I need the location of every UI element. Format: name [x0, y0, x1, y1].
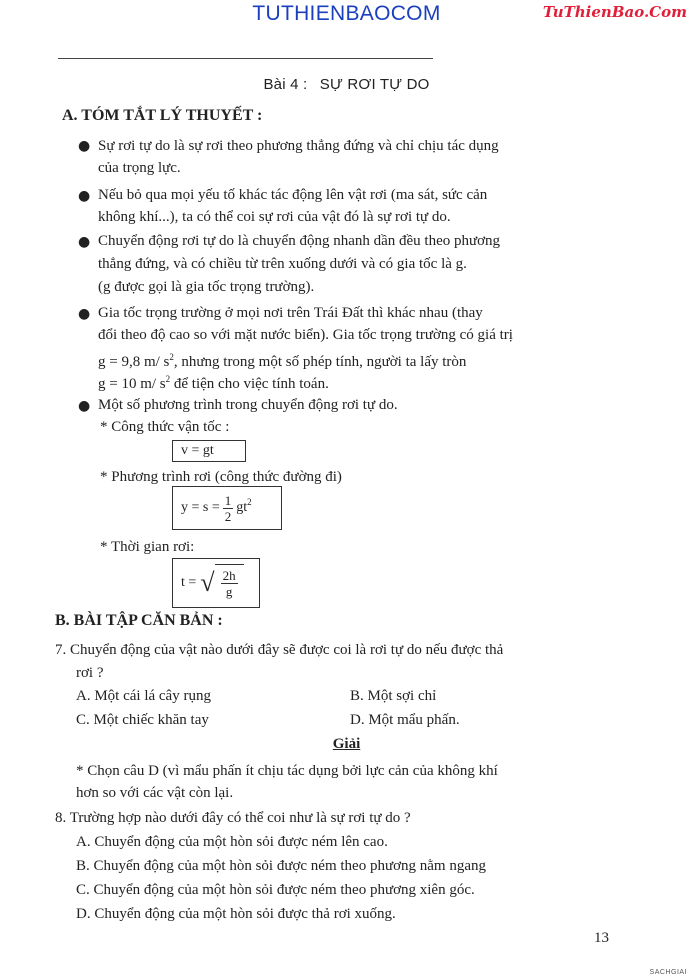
- answer-option: A. Chuyển động của một hòn sỏi được ném lên cao.: [76, 834, 388, 850]
- page-number: 13: [594, 930, 609, 946]
- theory-line: đổi theo độ cao so với mặt nước biển). Gia tốc trọng trường có giá trị: [98, 327, 513, 343]
- question-line: rơi ?: [76, 665, 104, 681]
- solution-line: * Chọn câu D (vì mẩu phấn ít chịu tác dụng bởi lực cản của không khí: [76, 763, 498, 779]
- theory-line: của trọng lực.: [98, 160, 181, 176]
- section-b-heading: B. BÀI TẬP CĂN BẢN :: [55, 612, 223, 629]
- sqrt-icon: √: [200, 568, 215, 597]
- question-7: [55, 639, 503, 662]
- velocity-formula-box: v = gt: [172, 440, 246, 462]
- lesson-name: SỰ RƠI TỰ DO: [319, 76, 430, 93]
- theory-line: g = 9,8 m/ $s^2$, nhưng trong một số phép tính, người ta lấy tròn: [98, 352, 467, 370]
- bullet-icon: ●: [78, 398, 91, 414]
- formula-label: * Thời gian rơi:: [100, 539, 195, 555]
- bullet-icon: ●: [78, 188, 91, 204]
- site-logo: TuThienBao.Com: [542, 3, 687, 21]
- distance-formula-box: y = s = $\frac{1}{2}$ gt $^2$: [172, 486, 282, 530]
- theory-line: thẳng đứng, và có chiều từ trên xuống dưới và có gia tốc là g.: [98, 256, 467, 272]
- header-divider: [58, 58, 433, 59]
- formula-label: * Phương trình rơi (công thức đường đi): [100, 469, 342, 485]
- bullet-icon: ●: [78, 138, 91, 154]
- answer-option: C. Chuyển động của một hòn sỏi được ném theo phương xiên góc.: [76, 882, 475, 898]
- theory-line: Chuyển động rơi tự do là chuyển động nhanh dần đều theo phương: [98, 233, 501, 249]
- site-title: TUTHIENBAOCOM: [252, 2, 441, 25]
- theory-line: không khí...), ta có thể coi sự rơi của vật đó là sự rơi tự do.: [98, 209, 451, 225]
- time-formula-box: t = √ $\frac{2h}{g}$: [172, 558, 260, 608]
- theory-line: Một số phương trình trong chuyển động rơi tự do.: [98, 397, 398, 413]
- section-a-heading: A. TÓM TẮT LÝ THUYẾT :: [62, 107, 263, 124]
- answer-option: C. Một chiếc khăn tay: [76, 712, 209, 728]
- answer-option: D. Chuyển động của một hòn sỏi được thả rơi xuống.: [76, 906, 396, 922]
- lesson-title: [0, 76, 693, 93]
- answer-option: B. Chuyển động của một hòn sỏi được ném theo phương nằm ngang: [76, 858, 486, 874]
- formula-label: * Công thức vận tốc :: [100, 419, 230, 435]
- lesson-label: Bài 4 :: [263, 76, 308, 93]
- bullet-icon: ●: [78, 234, 91, 250]
- solution-heading: Giải: [332, 736, 361, 752]
- footer-logo: SACHGIAI: [649, 969, 687, 976]
- question-8: 8. Trường hợp nào dưới đây có thể coi như là sự rơi tự do ?: [55, 810, 411, 826]
- theory-line: Sự rơi tự do là sự rơi theo phương thẳng đứng và chỉ chịu tác dụng: [98, 138, 499, 154]
- bullet-icon: ●: [78, 306, 91, 322]
- theory-line: g = 10 m/ $s^2$ để tiện cho việc tính toán.: [98, 374, 329, 392]
- answer-option: D. Một mẩu phấn.: [350, 712, 460, 728]
- question-text: 7. Chuyển động của vật nào dưới đây sẽ được coi là rơi tự do nếu được thả: [55, 642, 504, 658]
- solution-line: hơn so với các vật còn lại.: [76, 785, 234, 801]
- answer-option: A. Một cái lá cây rụng: [76, 688, 211, 704]
- theory-line: Nếu bỏ qua mọi yếu tố khác tác động lên vật rơi (ma sát, sức cản: [98, 187, 488, 203]
- theory-line: (g được gọi là gia tốc trọng trường).: [98, 279, 315, 295]
- theory-line: Gia tốc trọng trường ở mọi nơi trên Trái Đất thì khác nhau (thay: [98, 305, 483, 321]
- answer-option: B. Một sợi chỉ: [350, 688, 437, 704]
